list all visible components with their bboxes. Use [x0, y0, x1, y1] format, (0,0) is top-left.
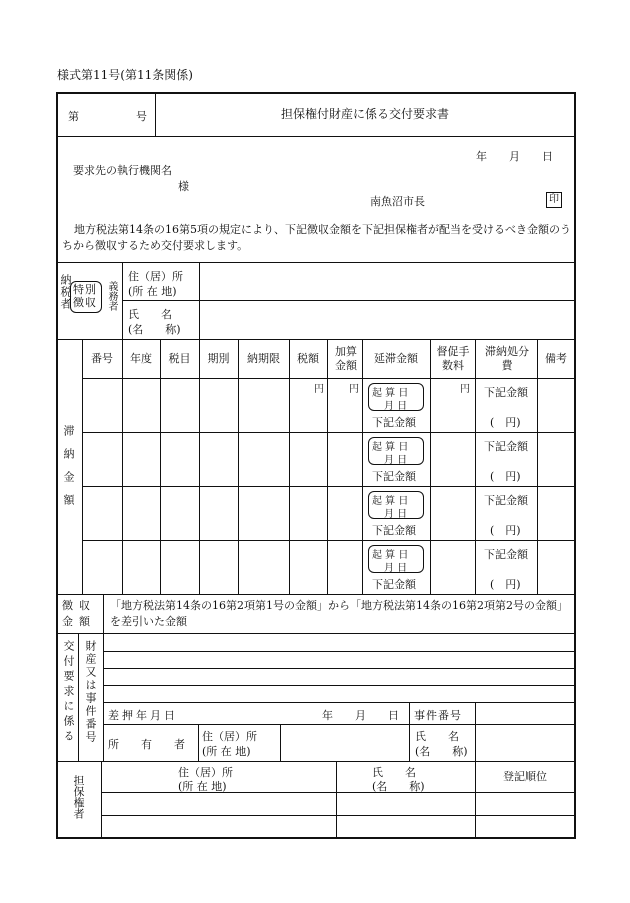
- row4-disposition-yen: ( 円): [490, 578, 521, 591]
- col-disposition: 滞納処分費: [485, 345, 529, 372]
- obligor-label: 義務者: [106, 281, 117, 311]
- row3-start-date: 起 算 日: [372, 496, 409, 507]
- col-additional: 加算金額: [335, 345, 357, 372]
- form-frame: [56, 92, 576, 839]
- row2-start-date: 起 算 日: [372, 442, 409, 453]
- row4-month-day: 月 日: [384, 563, 408, 574]
- row3-below-amount: 下記金額: [372, 524, 416, 537]
- col-tax-amount: 税額: [297, 352, 319, 366]
- row1-disposition-amount: 下記金額: [484, 386, 528, 399]
- seal-mark: 印: [546, 192, 562, 208]
- property-inner-label: 財産又は事件番号: [84, 640, 97, 744]
- case-number-label: 事件番号: [414, 709, 462, 722]
- request-date: 年 月 日: [476, 150, 553, 163]
- row2-disposition-amount: 下記金額: [484, 440, 528, 453]
- recipient-label: 要求先の執行機関名: [73, 164, 172, 177]
- row1-disposition-yen: ( 円): [490, 416, 521, 429]
- registration-rank-label: 登記順位: [503, 770, 547, 784]
- row1-below-amount: 下記金額: [372, 416, 416, 429]
- col-number: 番号: [91, 352, 113, 366]
- collection-text: 「地方税法第14条の16第2項第1号の金額」から「地方税法第14条の16第2項第2号の金額」を差引いた金額: [110, 599, 568, 628]
- property-outer-label: 交付要求に係る: [62, 640, 75, 745]
- row4-start-date: 起 算 日: [372, 550, 409, 561]
- special-collection-label: 特別徴収: [73, 283, 97, 309]
- col-remarks: 備考: [545, 352, 567, 366]
- creditor-name-label: 氏 名: [372, 766, 416, 779]
- recipient-sama: 様: [178, 180, 189, 193]
- row4-below-amount: 下記金額: [372, 578, 416, 591]
- col-due-date: 納期限: [247, 352, 280, 366]
- row2-month-day: 月 日: [384, 455, 408, 466]
- col-tax-item: 税目: [168, 352, 191, 366]
- row4-disposition-amount: 下記金額: [484, 548, 528, 561]
- seizure-date-value: 年 月 日: [322, 709, 399, 722]
- seizure-date-label: 差押年月日: [108, 709, 178, 722]
- creditor-location-label: (所 在 地): [178, 780, 227, 793]
- col-delinquency: 延滞金額: [374, 352, 418, 366]
- owner-location-label: (所 在 地): [202, 745, 251, 758]
- row3-month-day: 月 日: [384, 509, 408, 520]
- form-title: 担保権付財産に係る交付要求書: [280, 107, 449, 121]
- row2-below-amount: 下記金額: [372, 470, 416, 483]
- owner-address-label: 住（居）所: [202, 730, 257, 743]
- owner-label: 所 有 者: [108, 738, 185, 751]
- owner-name-label: 氏 名: [415, 730, 459, 743]
- number-prefix: 第: [68, 110, 79, 123]
- row1-month-day: 月 日: [384, 401, 408, 412]
- reminder-yen: 円: [460, 384, 470, 395]
- tax-yen: 円: [314, 384, 324, 395]
- taxpayer-name-label: 氏 名: [128, 308, 172, 321]
- taxpayer-address-label: 住（居）所: [128, 270, 183, 283]
- row1-start-date: 起 算 日: [372, 388, 409, 399]
- body-text: 地方税法第14条の16第5項の規定により、下記徴収金額を下記担保権者が配当を受けるべき金額のうちから徴収するため交付要求します。: [62, 223, 571, 252]
- row3-disposition-yen: ( 円): [490, 524, 521, 537]
- col-year: 年度: [130, 352, 152, 366]
- col-period: 期別: [207, 352, 230, 366]
- secured-creditor-label: 担保権者: [72, 775, 85, 819]
- additional-yen: 円: [349, 384, 359, 395]
- issuer-name: 南魚沼市長: [370, 195, 425, 208]
- number-suffix: 号: [136, 110, 147, 123]
- taxpayer-title-label: (名 称): [128, 323, 181, 336]
- taxpayer-label: 納税者: [59, 274, 72, 310]
- row3-disposition-amount: 下記金額: [484, 494, 528, 507]
- row2-disposition-yen: ( 円): [490, 470, 521, 483]
- creditor-title-label: (名 称): [372, 780, 425, 793]
- taxpayer-location-label: (所 在 地): [128, 285, 177, 298]
- creditor-address-label: 住（居）所: [178, 766, 233, 779]
- owner-title-label: (名 称): [415, 745, 468, 758]
- form-label: 様式第11号(第11条関係): [57, 68, 193, 82]
- collection-label: 徴収金額: [62, 599, 96, 628]
- col-reminder-fee: 督促手数料: [436, 345, 470, 372]
- arrears-label: 滞納金額: [62, 425, 75, 517]
